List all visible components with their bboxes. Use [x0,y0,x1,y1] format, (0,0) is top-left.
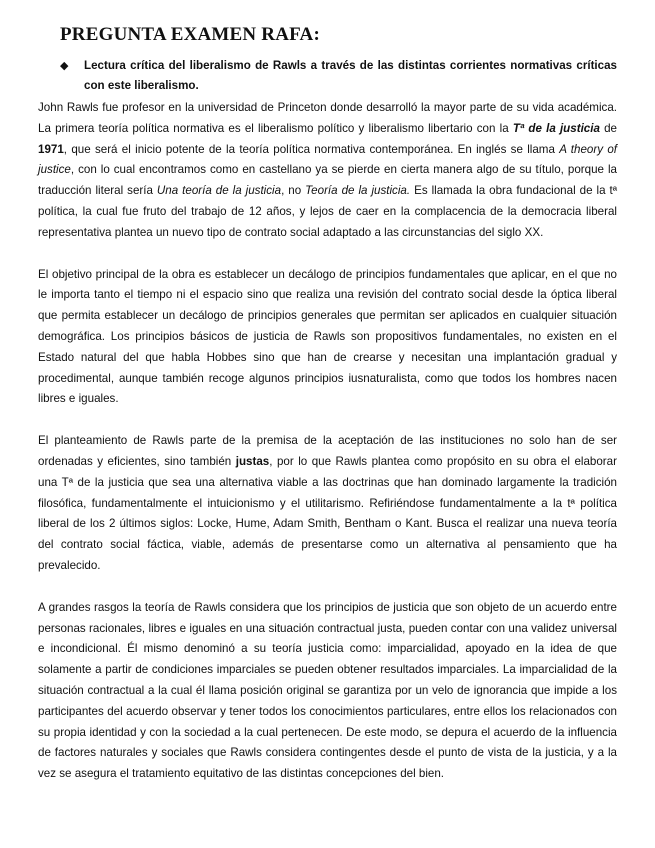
p1-text-e: , que será el inicio potente de la teoría política normativa contemporánea. En inglés se llama [63,142,560,156]
paragraph-2: El objetivo principal de la obra es establecer un decálogo de principios fundamentales que aplicar, en el que no le importa tanto el tiempo ni el espacio sino que realiza una revisión del contrato social desde la óptica liberal que permita establecer un decálogo de principios generales que permitan ser aplicados en cualquier situación demográfica. Los principios básicos de justicia de Rawls son propositivos fundamentales, no existen en el Estado natural del que habla Hobbes sino que han de crearse y necesitan una implantación gradual y procedimental, aunque también recoge algunos principios iusnaturalista, como que todos los hombres nacen libres e iguales. [38,267,617,406]
p1-english-title: A theory of justice [38,142,617,177]
p1-book-title: Tª de la justicia [512,121,600,135]
p1-spanish-title: Teoría de la justicia. [305,184,411,198]
paragraph-3 [38,431,617,577]
p1-literal-title: Una teoría de la justicia [156,184,282,198]
bullet-text: Lectura crítica del liberalismo de Rawls a través de las distintas corrientes normativas críticas con este liberalismo. [84,59,617,92]
p1-text-c: de [599,121,618,135]
paragraph-1 [38,98,617,244]
paragraph-4: A grandes rasgos la teoría de Rawls considera que los principios de justicia que son objeto de un acuerdo entre personas racionales, libres e iguales en una situación contractual justa, pueden contar con una validez universal e incondicional. Él mismo denominó a su teoría justicia como: imparcialidad, apoyado en la idea de que solamente a partir de condiciones imparciales se pueden obtener resultados imparciales. La imparcialidad de la situación contractual a la cual él llama posición original se garantiza por un velo de ignorancia que impide a los participantes del acuerdo observar y tener todos los conocimientos particulares, entre ellos los relacionados con su propia identidad y con la sociedad a la cual pertenecen. De este modo, se depura el acuerdo de la influencia de factores naturales y sociales que Rawls considera contingentes desde el punto de vista de la justicia, y a la vez se asegura el tratamiento equitativo de las distintas concepciones del bien. [38,600,617,781]
p3-text-c: , por lo que Rawls plantea como propósito en su obra el elaborar una Tª de la justicia que sea una alternativa viable a las doctrinas que han dominado largamente la tradición filosófica, fundamentalmente el intuicionismo y el utilitarismo. Refiriéndose fundamentalmente a la tª política liberal de los 2 últimos siglos: Locke, Hume, Adam Smith, Bentham o Kant. Busca el realizar una nueva teoría del contrato social fáctica, viable, además de presentarse como un alternativa al pensamiento que ha prevalecido. [38,454,617,572]
p1-year: 1971 [38,142,64,156]
p1-text-g: , con lo cual encontramos como en castellano ya se pierde en cierta manera algo de su título, porque la traducción literal sería [38,163,617,198]
p1-text-k: Es llamada la obra fundacional de la tª política, la cual fue fruto del trabajo de 12 años, y lejos de caer en la complacencia de la democracia liberal representativa plantea un nuevo tipo de contrato social adaptado a las circunstancias del siglo XX. [38,184,617,239]
p1-text-a: John Rawls fue profesor en la universidad de Princeton donde desarrolló la mayor parte de su vida académica. La primera teoría política normativa es el liberalismo político y liberalismo libertario con la [38,101,617,135]
document-title: PREGUNTA EXAMEN RAFA: [60,24,320,45]
p3-text-a: El planteamiento de Rawls parte de la premisa de la aceptación de las instituciones no solo han de ser ordenadas y eficientes, sino también [38,434,617,468]
p3-emphasis: justas [235,454,270,468]
diamond-bullet-icon: ◆ [60,60,69,72]
bullet-item [60,56,617,96]
p1-text-i: , no [281,184,306,198]
